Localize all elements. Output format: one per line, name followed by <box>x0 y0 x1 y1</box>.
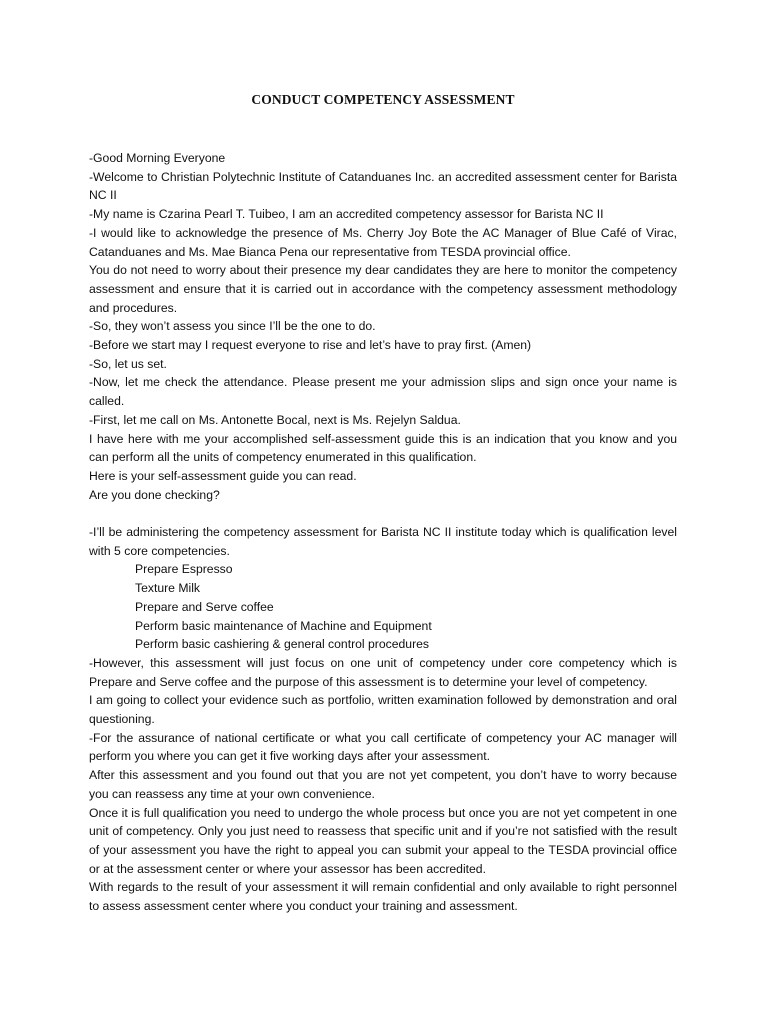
competency-item: Perform basic cashiering & general control procedures <box>135 637 429 652</box>
competency-list <box>89 560 677 654</box>
paragraph: -Now, let me check the attendance. Please present me your admission slips and sign once your name is called. <box>89 375 677 409</box>
document-title: CONDUCT COMPETENCY ASSESSMENT <box>251 92 515 107</box>
paragraph: Are you done checking? <box>89 487 220 502</box>
paragraph: After this assessment and you found out that you are not yet competent, you don’t have to worry because you can reassess any time at your own convenience. <box>89 768 677 801</box>
paragraph: I am going to collect your evidence such as portfolio, written examination followed by demonstration and oral questioning. <box>89 693 677 727</box>
paragraph: -However, this assessment will just focus on one unit of competency under core competency which is Prepare and Serve coffee and the purpose of this assessment is to determine your level of competency. <box>89 655 677 689</box>
paragraph-spacer <box>89 504 677 523</box>
paragraph: I have here with me your accomplished self-assessment guide this is an indication that you know and you can perform all the units of competency enumerated in this qualification. <box>89 431 677 465</box>
competency-item: Prepare Espresso <box>135 562 233 577</box>
paragraph: With regards to the result of your assessment it will remain confidential and only available to right personnel to assess assessment center where you conduct your training and assessment. <box>89 880 677 914</box>
competency-intro: -I’ll be administering the competency assessment for Barista NC II institute today which is qualification level with 5 core competencies. <box>89 525 677 558</box>
paragraph: Once it is full qualification you need to undergo the whole process but once you are not yet competent in one unit of competency. Only you just need to reassess that specific unit and if you’re not satisfied with the result of your assessment you have the right to appeal you can submit your appeal to the TESDA provincial office or at the assessment center or where your assessor has been accredited. <box>89 805 677 876</box>
paragraph: -Before we start may I request everyone to rise and let’s have to pray first. (Amen) <box>89 338 532 353</box>
paragraph: -Welcome to Christian Polytechnic Institute of Catanduanes Inc. an accredited assessment center for Barista NC II <box>89 169 677 203</box>
paragraph: -I would like to acknowledge the presence of Ms. Cherry Joy Bote the AC Manager of Blue Café of Virac, Catanduanes and Ms. Mae Bianca Pena our representative from TESDA provincial office. <box>89 225 677 259</box>
competency-item: Prepare and Serve coffee <box>135 599 274 614</box>
paragraph: You do not need to worry about their presence my dear candidates they are here to monitor the competency assessment and ensure that it is carried out in accordance with the competency assessment methodology and procedures. <box>89 263 677 315</box>
document-body <box>89 149 677 916</box>
paragraph: -So, let us set. <box>89 356 167 371</box>
paragraph: -For the assurance of national certificate or what you call certificate of competency your AC manager will perform you where you can get it five working days after your assessment. <box>89 730 677 764</box>
competency-item: Texture Milk <box>135 581 201 596</box>
paragraph: -My name is Czarina Pearl T. Tuibeo, I am an accredited competency assessor for Barista NC II <box>89 207 604 222</box>
paragraph: -So, they won’t assess you since I’ll be the one to do. <box>89 319 376 334</box>
competency-item: Perform basic maintenance of Machine and Equipment <box>135 618 432 633</box>
paragraph: -First, let me call on Ms. Antonette Bocal, next is Ms. Rejelyn Saldua. <box>89 412 461 427</box>
paragraph: -Good Morning Everyone <box>89 151 226 165</box>
paragraph: Here is your self-assessment guide you can read. <box>89 468 357 483</box>
